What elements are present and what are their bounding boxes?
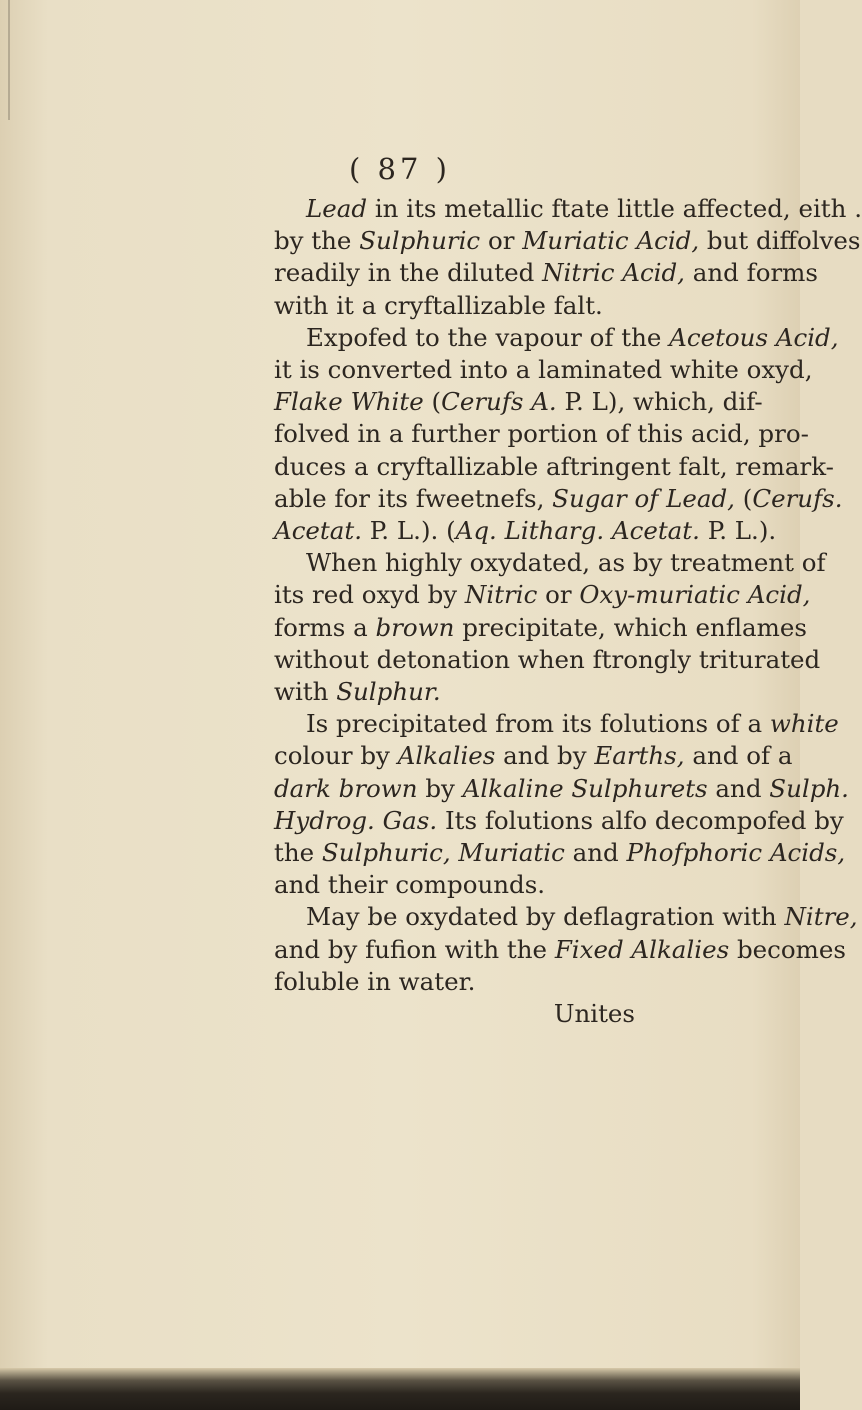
italic-run: Nitric [464,580,538,610]
text-line [274,644,821,676]
italic-run: Fixed Alkalies [554,934,730,964]
text-line [274,901,858,933]
text-line [274,418,809,450]
text-run: folved in a further portion of this acid, pro- [274,419,809,449]
text-line [274,515,777,547]
page-number: ( 87 ) [349,152,451,186]
text-line [274,934,846,966]
text-run: When highly oxydated, as by treatment of [306,548,826,578]
text-run: ( [423,387,442,417]
text-line [274,966,639,998]
text-line [274,773,849,805]
text-run: and [707,773,770,803]
catchword [274,998,639,1030]
text-run: and their compounds. [274,870,546,900]
text-run: it is converted into a laminated white oxyd, [274,355,813,385]
italic-run: brown [375,612,455,642]
text-run: Its folutions alfo decompofed by [437,805,844,835]
text-run: its red oxyd by [274,580,465,610]
text-run: the [274,838,322,868]
italic-run: Flake White [274,387,424,417]
text-line [274,451,834,483]
text-run: and by [495,741,595,771]
italic-run: Earths, [594,741,685,771]
italic-run: Alkalies [397,741,496,771]
text-run: or [480,226,523,256]
italic-run: Sulphuric, Muriatic [321,838,565,868]
italic-run: Muriatic Acid, [522,226,700,256]
text-run: duces a cryftallizable aftringent falt, remark- [274,451,834,481]
text-line [274,483,843,515]
italic-run: Alkaline Sulphurets [462,773,708,803]
italic-run: Sulph. [769,773,849,803]
text-run: precipitate, which enflames [454,612,807,642]
italic-run: Nitre, [784,902,858,932]
text-run: with [274,677,337,707]
text-line [274,708,839,740]
italic-run: Sulphuric [359,226,481,256]
text-run: but diffolves [699,226,861,256]
text-run: becomes [729,934,846,964]
text-run: ( [734,483,753,513]
text-run: in its metallic ftate little affected, eith . [367,194,862,223]
text-line [274,869,639,901]
text-line [274,837,846,869]
text-line [274,579,811,611]
text-run: colour by [274,741,398,771]
text-run: with it a cryftallizable falt. [274,290,603,320]
italic-run: Sulphur. [336,677,441,707]
text-line [274,386,763,418]
text-line [274,612,807,644]
italic-run: Acetous Acid, [669,322,839,352]
italic-run: Lead [306,194,368,223]
text-line [274,354,813,386]
text-run: by the [274,226,360,256]
text-run: Expofed to the vapour of the [306,322,670,352]
italic-run: Oxy-muriatic Acid, [579,580,811,610]
italic-run: Phofphoric Acids, [626,838,846,868]
text-line [274,257,818,289]
text-run: Unites [553,999,635,1029]
text-run: foluble in water. [274,966,476,996]
text-run: forms a [274,612,376,642]
text-run: P. L.). ( [362,516,456,546]
text-run: able for its fweetnefs, [274,483,553,513]
italic-run: white [769,709,839,739]
text-run: Is precipitated from its folutions of a [306,709,770,739]
page-edge-line [8,0,10,120]
text-run: by [417,773,463,803]
text-line [274,805,844,837]
text-run: and forms [684,258,818,288]
text-run: P. L), which, dif- [556,387,763,417]
text-line [274,193,862,225]
text-run: readily in the diluted [274,258,543,288]
text-run: May be oxydated by deflagration with [306,902,785,932]
body-text [274,193,862,1030]
italic-run: Aq. Litharg. Acetat. [455,516,700,546]
text-run: or [537,580,580,610]
italic-run: Cerufs A. [441,387,557,417]
italic-run: Acetat. [274,516,362,546]
text-line [274,676,639,708]
text-run: and of a [684,741,793,771]
page-bottom-edge [0,1368,800,1410]
text-run: without detonation when ftrongly triturated [274,644,821,674]
text-run: P. L.). [699,516,777,546]
text-line [274,740,793,772]
italic-run: Cerufs. [752,483,843,513]
text-run: and by fufion with the [274,934,555,964]
text-line [274,290,639,322]
italic-run: Hydrog. Gas. [274,805,438,835]
italic-run: Sugar of Lead, [552,483,735,513]
text-line [274,225,861,257]
italic-run: dark brown [274,773,418,803]
text-line [274,547,826,579]
text-run: and [564,838,627,868]
italic-run: Nitric Acid, [542,258,685,288]
text-line [274,322,839,354]
